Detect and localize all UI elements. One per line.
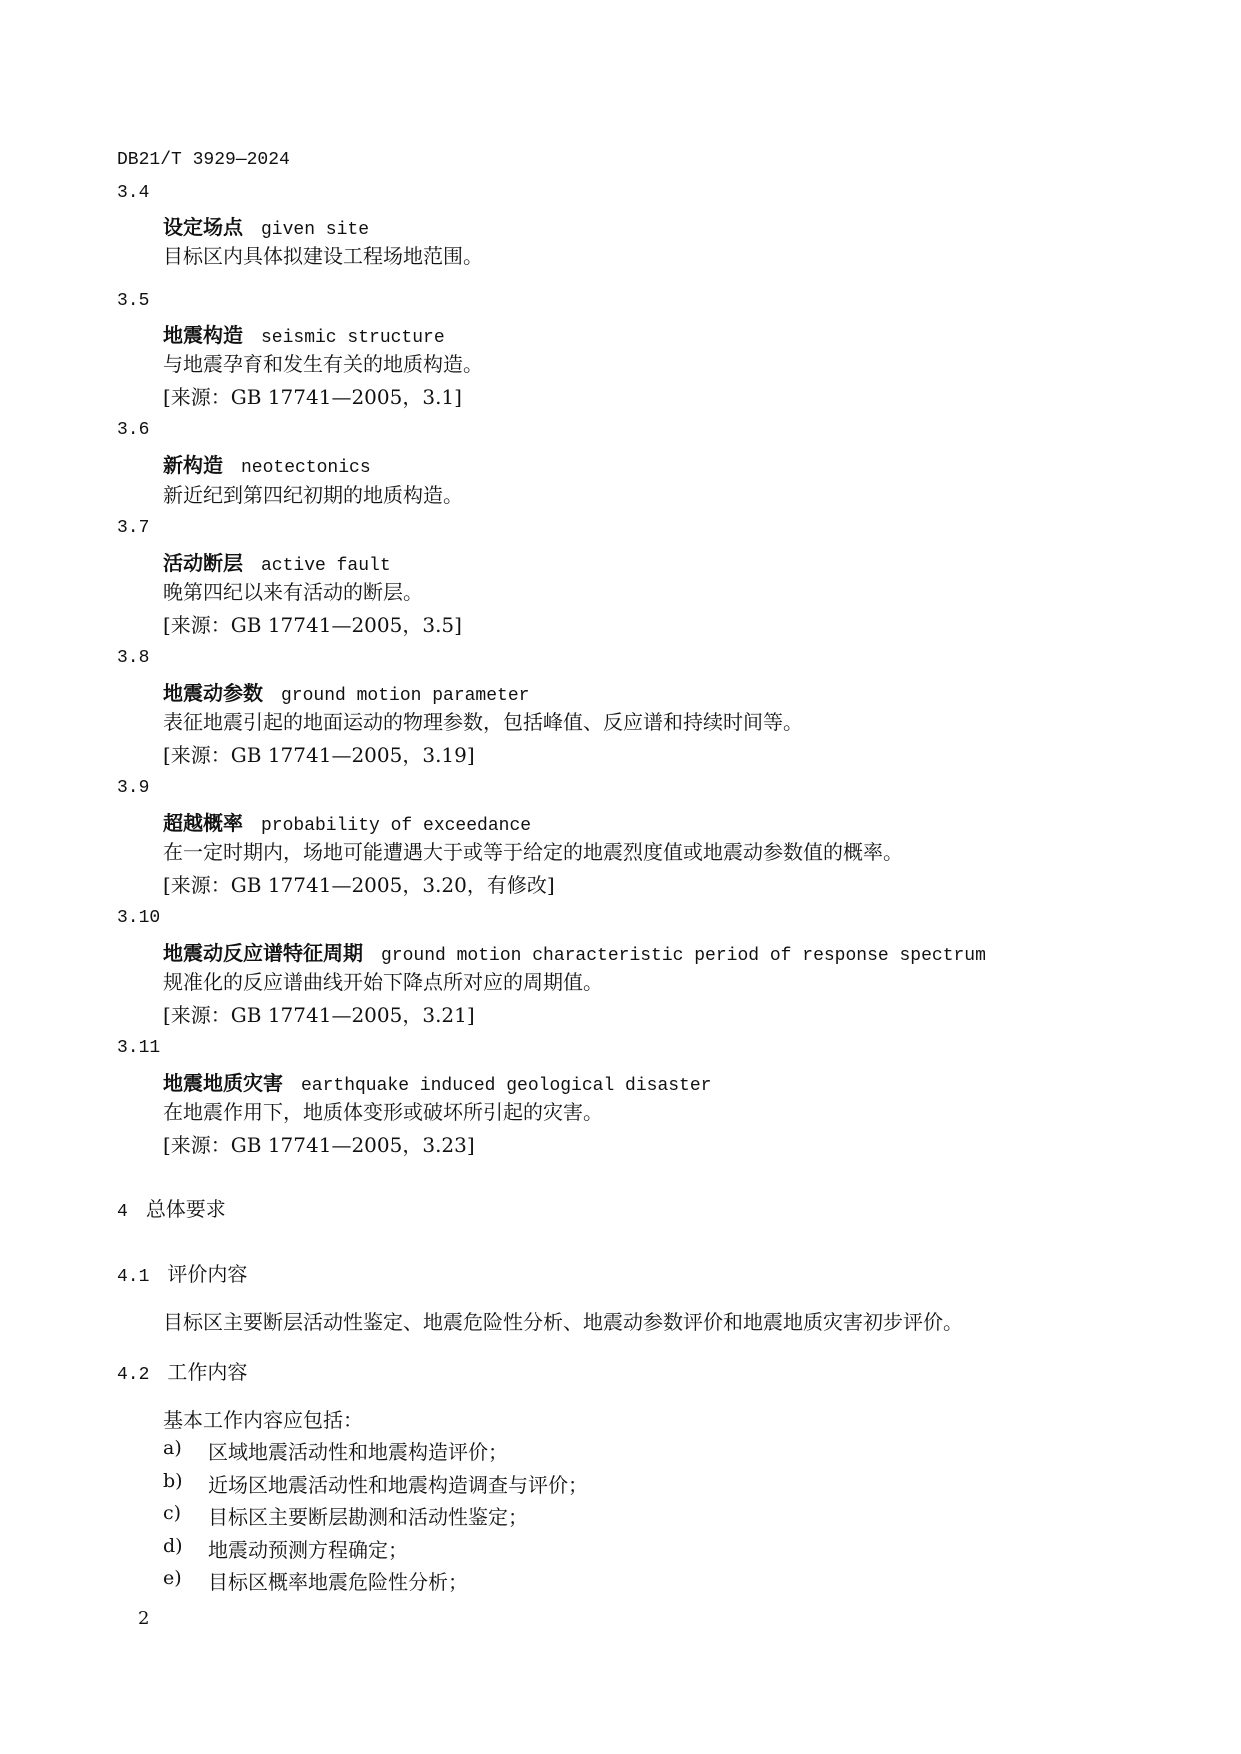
term-heading [163,319,445,348]
paragraph-intro: 基本工作内容应包括： [163,1408,363,1432]
term-heading [163,937,986,966]
term-definition: 晚第四纪以来有活动的断层。 [163,580,423,604]
term-number: 3.6 [117,420,150,440]
list-item-marker: b) [163,1470,183,1492]
term-number: 3.8 [117,648,150,668]
subsection-number: 4.1 [117,1267,150,1287]
term-chinese: 活动断层 [163,551,243,575]
term-number: 3.9 [117,778,150,798]
term-number: 3.4 [117,183,150,203]
term-definition: 与地震孕育和发生有关的地质构造。 [163,352,483,376]
term-definition: 表征地震引起的地面运动的物理参数，包括峰值、反应谱和持续时间等。 [163,710,803,734]
term-heading [163,1067,711,1096]
list-item: 目标区主要断层勘测和活动性鉴定； [208,1505,528,1529]
term-definition: 规准化的反应谱曲线开始下降点所对应的周期值。 [163,970,603,994]
term-number: 3.7 [117,518,150,538]
list-item-marker: e) [163,1567,182,1589]
section-heading [117,1193,226,1222]
term-heading [163,677,529,706]
list-item-marker: a) [163,1437,182,1459]
term-chinese: 地震地质灾害 [163,1071,283,1095]
term-definition: 在地震作用下，地质体变形或破坏所引起的灾害。 [163,1100,603,1124]
page-number: 2 [138,1608,150,1629]
paragraph: 目标区主要断层活动性鉴定、地震危险性分析、地震动参数评价和地震地质灾害初步评价。 [163,1310,963,1334]
list-item: 地震动预测方程确定； [208,1538,408,1562]
term-definition: 目标区内具体拟建设工程场地范围。 [163,244,483,268]
term-number: 3.5 [117,291,150,311]
term-english: ground motion characteristic period of response spectrum [381,946,986,966]
term-english: ground motion parameter [281,686,530,706]
term-chinese: 地震动反应谱特征周期 [163,941,363,965]
term-heading [163,211,369,240]
term-number: 3.11 [117,1038,161,1058]
term-chinese: 超越概率 [163,811,243,835]
term-english: given site [261,220,370,240]
term-english: seismic structure [261,328,445,348]
term-chinese: 新构造 [163,453,223,477]
term-chinese: 地震构造 [163,323,243,347]
term-english: neotectonics [241,458,371,478]
term-definition: 新近纪到第四纪初期的地质构造。 [163,483,463,507]
term-english: probability of exceedance [261,816,532,836]
term-source: [来源：GB 17741—2005，3.21] [163,1003,475,1027]
section-title: 总体要求 [145,1197,226,1221]
subsection-heading [117,1258,247,1287]
list-item: 区域地震活动性和地震构造评价； [208,1440,508,1464]
term-source: [来源：GB 17741—2005，3.23] [163,1133,475,1157]
list-item-marker: c) [163,1502,182,1524]
list-item: 目标区概率地震危险性分析； [208,1570,468,1594]
term-definition: 在一定时期内，场地可能遭遇大于或等于给定的地震烈度值或地震动参数值的概率。 [163,840,903,864]
term-source: [来源：GB 17741—2005，3.1] [163,385,462,409]
subsection-title: 评价内容 [167,1262,248,1286]
subsection-heading [117,1356,247,1385]
subsection-number: 4.2 [117,1365,150,1385]
term-number: 3.10 [117,908,161,928]
list-item: 近场区地震活动性和地震构造调查与评价； [208,1473,588,1497]
term-chinese: 地震动参数 [163,681,263,705]
term-chinese: 设定场点 [163,215,243,239]
document-code-header: DB21/T 3929—2024 [117,150,290,170]
term-english: earthquake induced geological disaster [301,1076,712,1096]
term-heading [163,449,371,478]
term-source: [来源：GB 17741—2005，3.5] [163,613,462,637]
term-english: active fault [261,556,391,576]
section-number: 4 [117,1202,128,1222]
term-source: [来源：GB 17741—2005，3.19] [163,743,475,767]
list-item-marker: d) [163,1535,183,1557]
term-source: [来源：GB 17741—2005，3.20，有修改] [163,873,555,897]
term-heading [163,547,391,576]
term-heading [163,807,531,836]
subsection-title: 工作内容 [167,1360,248,1384]
